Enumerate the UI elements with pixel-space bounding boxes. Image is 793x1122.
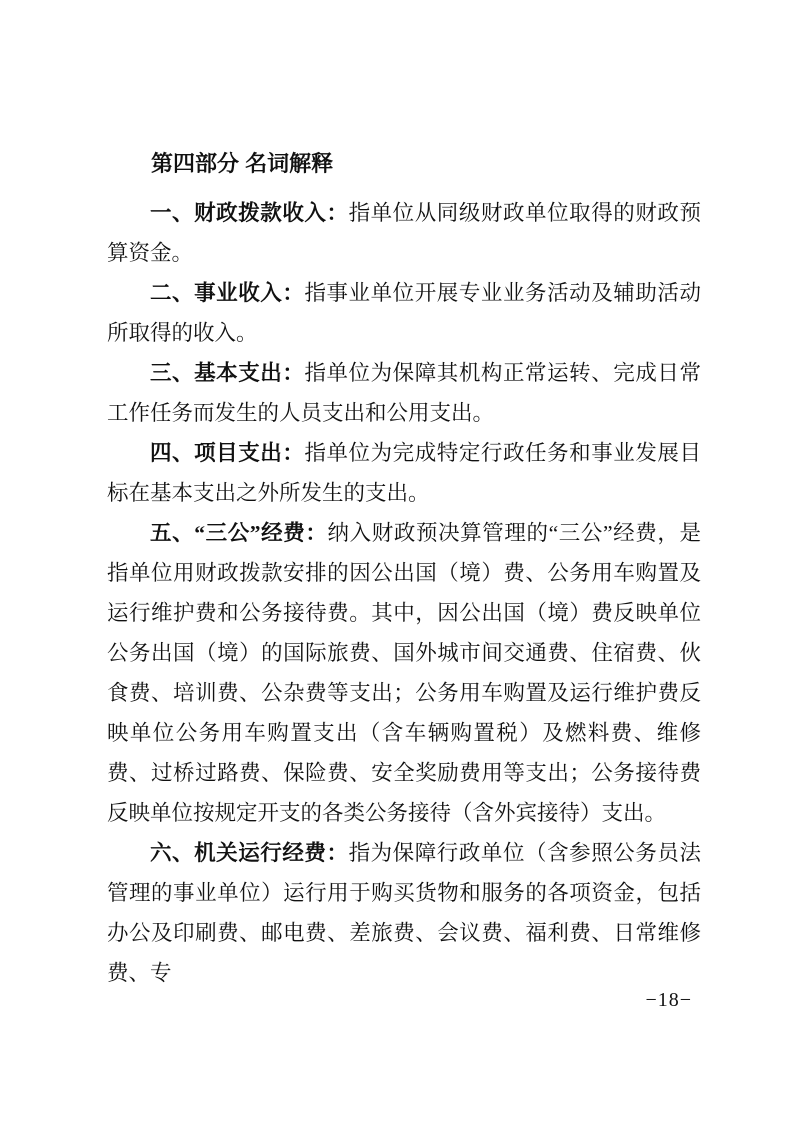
document-body bbox=[107, 144, 701, 993]
page-number: −18− bbox=[645, 989, 692, 1011]
term-label: 二、事业收入： bbox=[150, 281, 305, 305]
definition-paragraph-1 bbox=[107, 193, 701, 273]
term-label: 四、项目支出： bbox=[150, 441, 305, 465]
definition-text: 指单位从同级财政单位取得的财政预算资金。 bbox=[107, 201, 701, 265]
term-label: 五、“三公”经费： bbox=[150, 521, 328, 545]
definition-text: 指单位为完成特定行政任务和事业发展目标在基本支出之外所发生的支出。 bbox=[107, 441, 701, 505]
term-label: 一、财政拨款收入： bbox=[150, 201, 349, 225]
definition-paragraph-2 bbox=[107, 273, 701, 353]
definition-text: 指单位为保障其机构正常运转、完成日常工作任务而发生的人员支出和公用支出。 bbox=[107, 361, 701, 425]
term-label: 三、基本支出： bbox=[150, 361, 305, 385]
definition-paragraph-6 bbox=[107, 833, 701, 993]
definition-text: 纳入财政预决算管理的“三公”经费，是指单位用财政拨款安排的因公出国（境）费、公务用车购置及运行维护费和公务接待费。其中，因公出国（境）费反映单位公务出国（境）的国际旅费、国外城市间交通费、住宿费、伙食费、培训费、公杂费等支出；公务用车购置及运行维护费反映单位公务用车购置支出（含车辆购置税）及燃料费、维修费、过桥过路费、保险费、安全奖励费用等支出；公务接待费反映单位按规定开支的各类公务接待（含外宾接待）支出。 bbox=[107, 521, 701, 825]
definition-text: 指为保障行政单位（含参照公务员法管理的事业单位）运行用于购买货物和服务的各项资金，包括办公及印刷费、邮电费、差旅费、会议费、福利费、日常维修费、专 bbox=[107, 841, 701, 985]
definition-text: 指事业单位开展专业业务活动及辅助活动所取得的收入。 bbox=[107, 281, 701, 345]
term-label: 六、机关运行经费： bbox=[150, 841, 349, 865]
definition-paragraph-4 bbox=[107, 433, 701, 513]
definition-paragraph-5 bbox=[107, 513, 701, 833]
definition-paragraph-3 bbox=[107, 353, 701, 433]
section-heading: 第四部分 名词解释 bbox=[151, 151, 334, 176]
